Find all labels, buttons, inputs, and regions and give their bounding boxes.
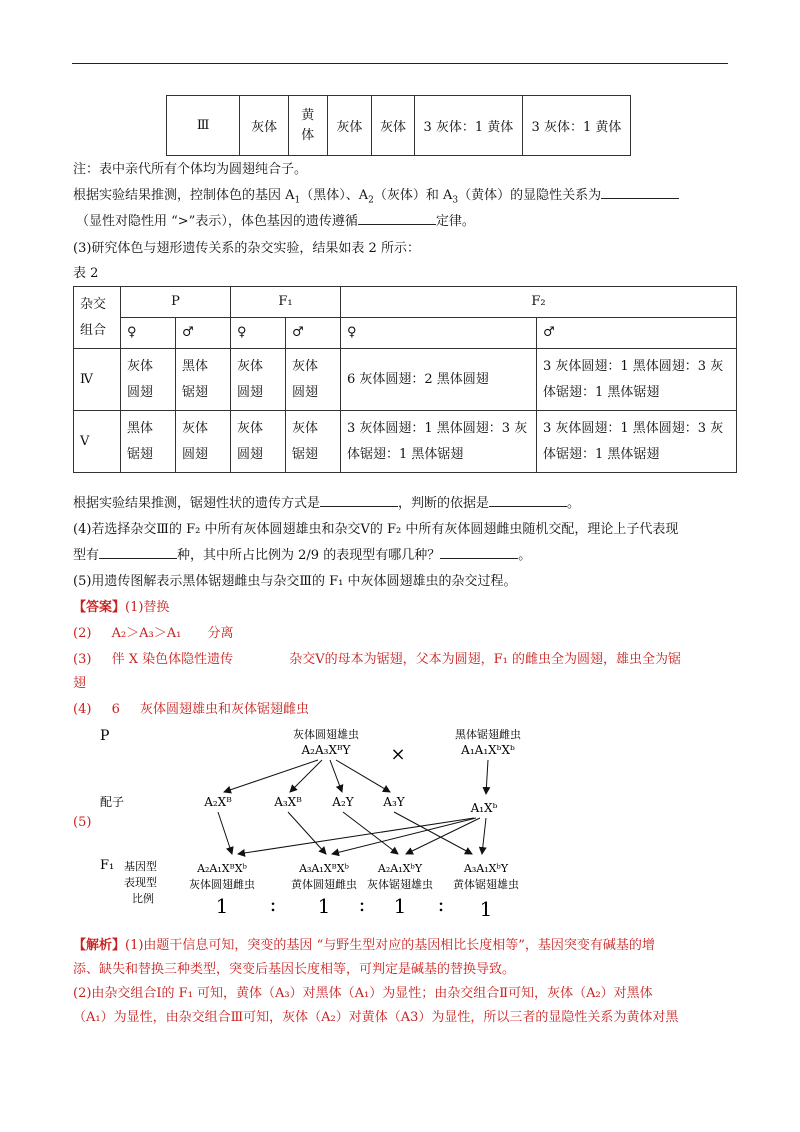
table-row xyxy=(74,349,737,411)
table-cell: 黑体 锯翅 xyxy=(176,349,231,411)
table-cell: 灰体 圆翅 xyxy=(176,411,231,473)
genotype-label: 基因型 xyxy=(124,860,157,873)
table-header-cell: F₁ xyxy=(231,287,341,318)
gamete-2: A₃Xᴮ xyxy=(274,795,302,809)
table-header-row xyxy=(74,318,737,349)
answer-blank[interactable] xyxy=(99,545,177,559)
table-cell: 3 灰体圆翅：1 黑体圆翅：3 灰 体锯翅：1 黑体锯翅 xyxy=(341,411,537,473)
table-row xyxy=(74,411,737,473)
answer-blank[interactable] xyxy=(320,493,398,507)
table-cell: 3 灰体圆翅：1 黑体圆翅：3 灰 体锯翅：1 黑体锯翅 xyxy=(537,349,737,411)
table-2 xyxy=(73,286,737,473)
analysis-line-3: (2)由杂交组合Ⅰ的 F₁ 可知，黄体（A₃）对黑体（A₁）为显性；由杂交组合Ⅱ可知，灰体（A₂）对黑体 xyxy=(73,986,653,1001)
question-2-text: 根据实验结果推测，控制体色的基因 $A_1$（黑体）、$A_2$（灰体）和 $A_3$（黄体）的显隐性关系为 xyxy=(73,184,679,203)
arrow xyxy=(406,818,480,854)
phenotype-label: 表现型 xyxy=(124,876,157,889)
gametes-label: 配子 xyxy=(100,795,125,809)
arrow xyxy=(330,760,342,792)
table-cell: 灰体 xyxy=(372,96,415,156)
offspring-4-ratio: 1 xyxy=(479,897,493,920)
gamete-1: A₂Xᴮ xyxy=(204,795,232,809)
text-segment: （黄体）的显隐性关系为 xyxy=(458,188,602,203)
table-header-row xyxy=(74,287,737,318)
text-segment: （黑体）、A xyxy=(300,188,369,203)
table-header-cell: ♂ xyxy=(176,318,231,349)
table-cell: 6 灰体圆翅：2 黑体圆翅 xyxy=(341,349,537,411)
text-segment: （灰体）和 A xyxy=(373,188,453,203)
male-parent-genotype: A₂A₃XᴮY xyxy=(301,743,351,757)
table-cell: 灰体 圆翅 xyxy=(231,411,286,473)
answer-text: A₂＞A₃＞A₁ xyxy=(111,626,182,641)
table-cell: Ⅴ xyxy=(74,411,121,473)
offspring-3-genotype: A₂A₁XᵇY xyxy=(377,862,423,875)
table-cell: 黑体 锯翅 xyxy=(121,411,176,473)
table-cell: 灰体 圆翅 xyxy=(286,349,341,411)
table-header-cell: P xyxy=(121,287,231,318)
offspring-4-phenotype: 黄体锯翅雄虫 xyxy=(453,878,519,891)
analysis-line-2: 添、缺失和替换三种类型，突变后基因长度相等，可判定是碱基的替换导致。 xyxy=(73,962,516,977)
gamete-3: A₂Y xyxy=(332,795,354,809)
arrow xyxy=(336,760,390,792)
answer-text: 分离 xyxy=(207,626,234,641)
f1-label: F₁ xyxy=(100,858,115,873)
text-segment: 根据实验结果推测，控制体色的基因 A xyxy=(73,188,295,203)
female-parent-name: 黑体锯翅雌虫 xyxy=(455,728,521,741)
offspring-1-phenotype: 灰体圆翅雌虫 xyxy=(189,878,255,891)
text-segment: ，判断的依据是 xyxy=(398,496,490,511)
table-header-cell: ♀ xyxy=(121,318,176,349)
analysis-line-4: （A₁）为显性，由杂交组合Ⅲ可知，灰体（A₂）对黄体（A3）为显性，所以三者的显隐性关系为黄体对黑 xyxy=(73,1010,679,1025)
answer-text: (1)替换 xyxy=(125,600,170,615)
table-cell: Ⅲ xyxy=(167,96,240,156)
table-row xyxy=(167,96,631,156)
table-1-continuation xyxy=(166,95,631,156)
table-header-cell: ♀ xyxy=(231,318,286,349)
offspring-1-genotype: A₂A₁XᴮXᵇ xyxy=(197,862,247,875)
gamete-4: A₃Y xyxy=(383,795,405,809)
offspring-4-genotype: A₃A₁XᵇY xyxy=(463,862,509,875)
offspring-2-phenotype: 黄体圆翅雌虫 xyxy=(291,878,357,891)
table-cell: 3 灰体：1 黄体 xyxy=(522,96,630,156)
arrow xyxy=(224,760,318,792)
text-segment: 。 xyxy=(567,496,581,511)
text-segment: 根据实验结果推测，锯翅性状的遗传方式是 xyxy=(73,496,321,511)
text-segment: 定律。 xyxy=(435,214,475,229)
answer-text: 6 xyxy=(111,702,120,717)
ratio-colon: : xyxy=(269,892,277,916)
answer-text: 杂交Ⅴ的母本为锯翅，父本为圆翅，F₁ 的雌虫全为圆翅，雄虫全为锯 xyxy=(289,652,681,667)
arrow xyxy=(486,760,488,794)
analysis-text: (1)由题干信息可知，突变的基因 “与野生型对应的基因相比长度相等”，基因突变有碱基的增 xyxy=(125,938,655,953)
table-cell: 3 灰体：1 黄体 xyxy=(414,96,522,156)
answer-blank[interactable] xyxy=(489,493,567,507)
offspring-2-ratio: 1 xyxy=(317,894,331,918)
answer-2 xyxy=(73,622,234,641)
table-cell: 灰体 圆翅 xyxy=(121,349,176,411)
question-4-text-cont xyxy=(73,544,531,563)
table-cell: Ⅳ xyxy=(74,349,121,411)
answer-3 xyxy=(73,648,681,667)
table-cell: 3 灰体圆翅：1 黑体圆翅：3 灰 体锯翅：1 黑体锯翅 xyxy=(537,411,737,473)
text-segment: 。 xyxy=(518,548,532,563)
offspring-3-phenotype: 灰体锯翅雄虫 xyxy=(367,878,433,891)
answer-5-number: (5) xyxy=(73,815,92,830)
table-header-cell: ♂ xyxy=(537,318,737,349)
table-cell: 黄 体 xyxy=(288,96,327,156)
text-segment: 型有 xyxy=(73,548,100,563)
table-note: 注：表中亲代所有个体均为圆翅纯合子。 xyxy=(73,162,308,177)
table-cell: 灰体 xyxy=(240,96,289,156)
answer-1 xyxy=(73,596,169,615)
cross-symbol: × xyxy=(390,744,406,765)
male-parent-name: 灰体圆翅雄虫 xyxy=(293,728,359,741)
text-segment: 种，其中所占比例为 2/9 的表现型有哪几种？ xyxy=(177,548,441,563)
answer-text: 伴 X 染色体隐性遗传 xyxy=(111,652,234,667)
answer-text: 灰体圆翅雄虫和灰体锯翅雌虫 xyxy=(139,702,309,717)
answer-4 xyxy=(73,698,309,717)
ratio-colon: : xyxy=(437,892,445,916)
ratio-label: 比例 xyxy=(132,892,154,905)
table-cell: 灰体 圆翅 xyxy=(231,349,286,411)
offspring-2-genotype: A₃A₁XᴮXᵇ xyxy=(299,862,349,875)
genetic-cross-diagram xyxy=(98,720,558,920)
p-generation-label: P xyxy=(100,728,110,744)
analysis-line-1 xyxy=(73,934,655,953)
offspring-1-ratio: 1 xyxy=(215,894,229,918)
gamete-female: A₁Xᵇ xyxy=(470,801,498,815)
table-header-cell: ♀ xyxy=(341,318,537,349)
table-header-cell: ♂ xyxy=(286,318,341,349)
page-header-rule xyxy=(72,63,728,64)
answer-blank[interactable] xyxy=(440,545,518,559)
arrow xyxy=(290,760,322,792)
analysis-tag: 【解析】 xyxy=(73,938,126,953)
answer-3-cont: 翅 xyxy=(73,676,87,691)
arrow xyxy=(343,812,398,854)
arrow xyxy=(218,812,232,854)
answer-number: (4) xyxy=(73,702,92,717)
answer-tag: 【答案】 xyxy=(73,600,126,615)
question-4-text: (4)若选择杂交Ⅲ的 F₂ 中所有灰体圆翅雄虫和杂交Ⅴ的 F₂ 中所有灰体圆翅雌虫随机交配，理论上子代表现 xyxy=(73,522,679,537)
answer-number: (2) xyxy=(73,626,92,641)
table-header-cell: F₂ xyxy=(341,287,737,318)
arrow xyxy=(288,812,326,854)
question-3-text xyxy=(73,492,580,511)
question-5-text: (5)用遗传图解表示黑体锯翅雌虫与杂交Ⅲ的 F₁ 中灰体圆翅雄虫的杂交过程。 xyxy=(73,574,517,589)
answer-blank[interactable] xyxy=(601,185,679,199)
arrow xyxy=(482,818,486,854)
question-2-text-cont xyxy=(76,210,475,229)
answer-number: (3) xyxy=(73,652,92,667)
offspring-3-ratio: 1 xyxy=(393,894,407,918)
table-header-cell: 杂交 组合 xyxy=(74,287,121,349)
question-3-intro: (3)研究体色与翅形遗传关系的杂交实验，结果如表 2 所示： xyxy=(73,241,420,256)
answer-blank[interactable] xyxy=(358,211,436,225)
text-segment: （显性对隐性用 “>”表示），体色基因的遗传遵循 xyxy=(76,214,358,229)
table-cell: 灰体 xyxy=(327,96,372,156)
table-2-label: 表 2 xyxy=(73,266,99,281)
table-cell: 灰体 锯翅 xyxy=(286,411,341,473)
arrow xyxy=(394,812,472,854)
ratio-colon: : xyxy=(358,892,366,916)
female-parent-genotype: A₁A₁XᵇXᵇ xyxy=(461,743,515,757)
